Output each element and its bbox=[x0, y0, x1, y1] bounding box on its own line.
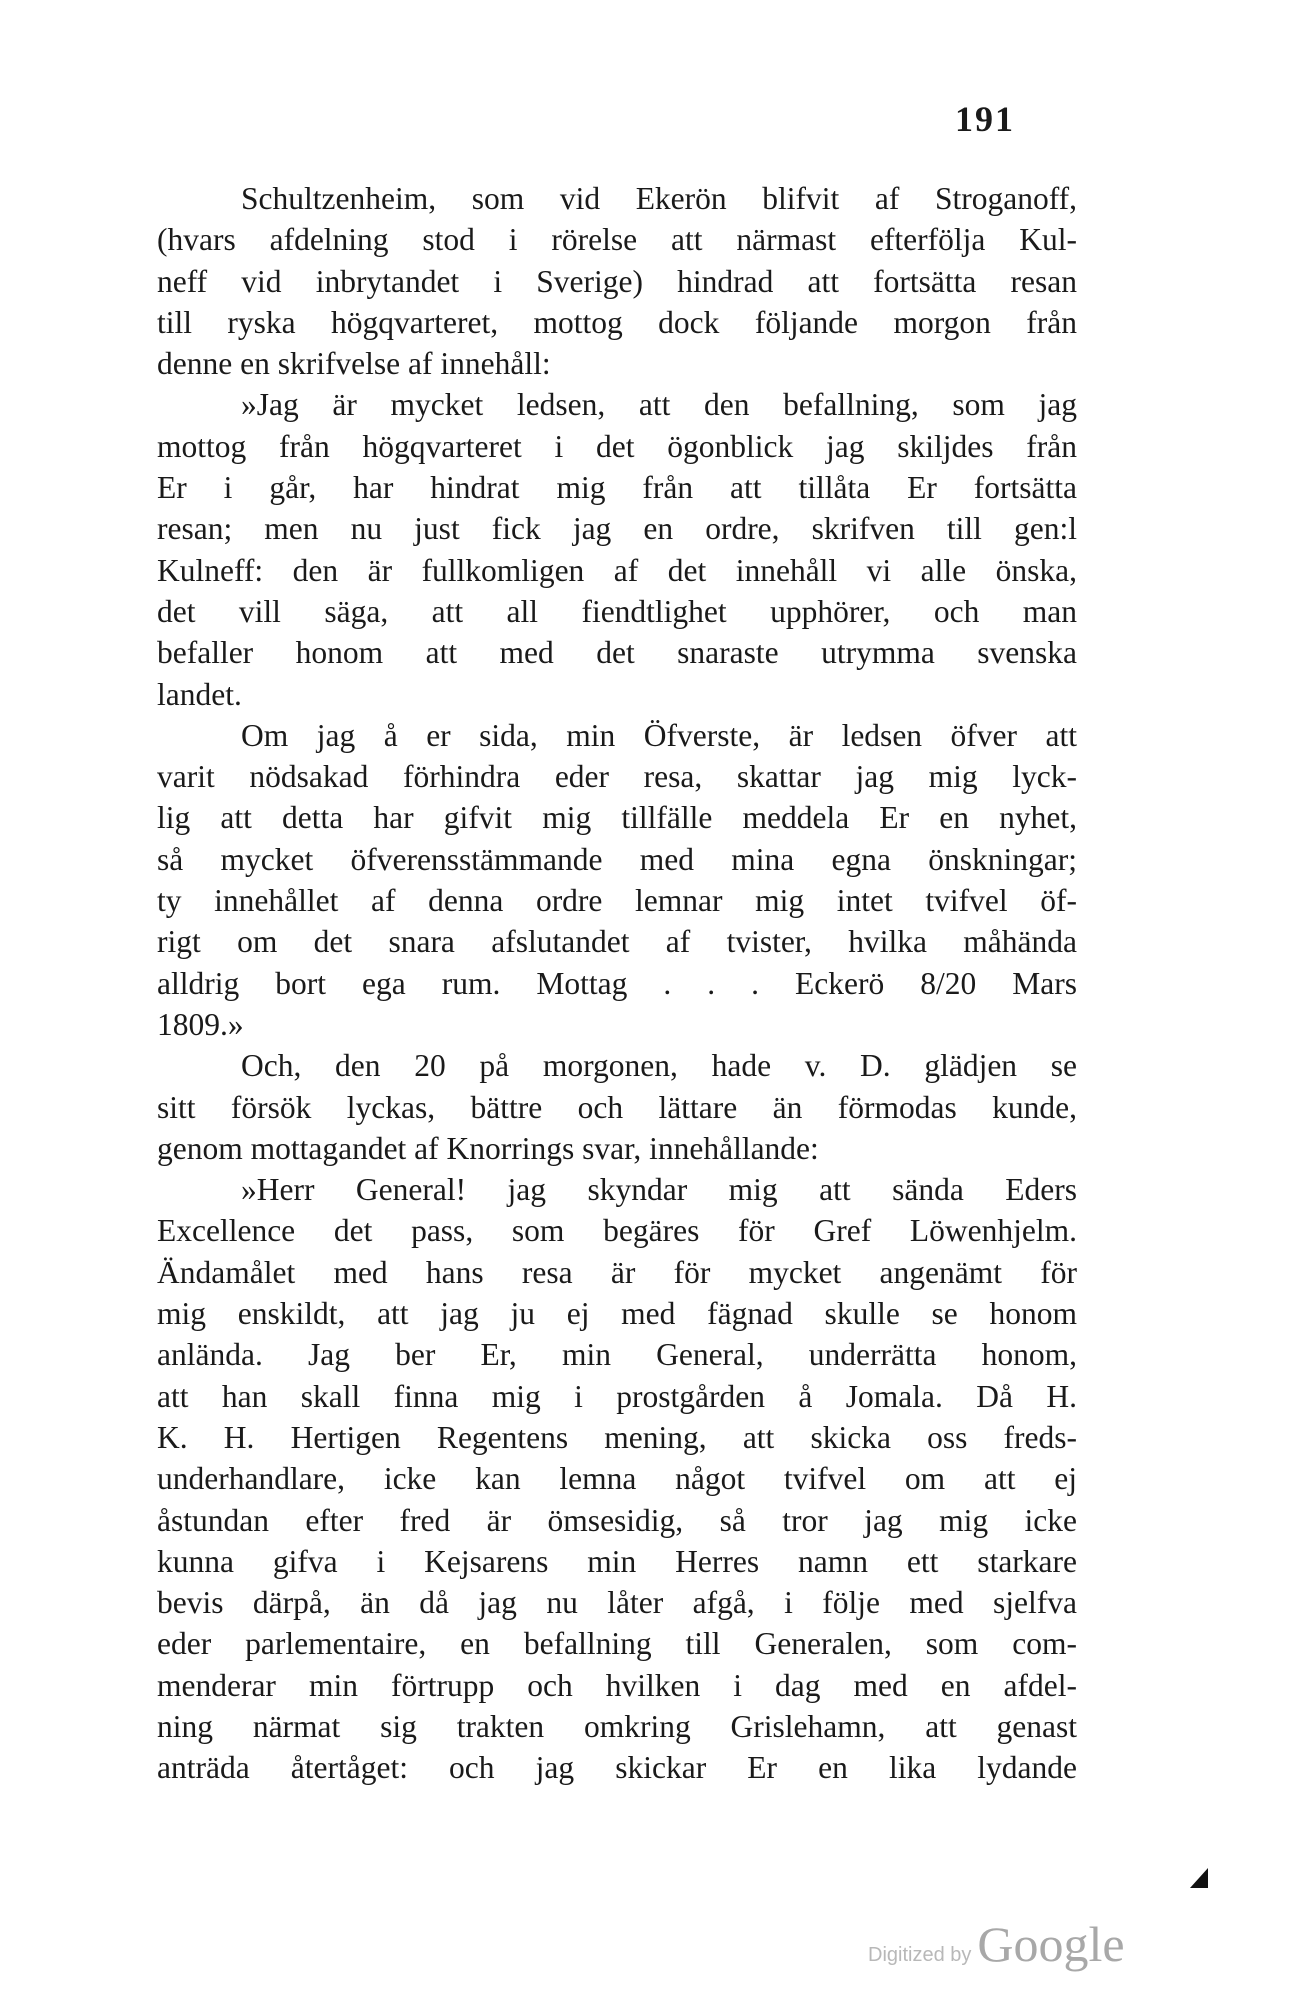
text-line: det vill säga, att all fiendtlighet upphörer, och man bbox=[157, 593, 1077, 629]
text-line: (hvars afdelning stod i rörelse att närmast efterfölja Kul- bbox=[157, 222, 1077, 258]
text-line: Schultzenheim, som vid Ekerön blifvit af Stroganoff, bbox=[241, 181, 1077, 216]
text-line: mottog från högqvarteret i det ögonblick jag skiljdes från bbox=[157, 428, 1077, 464]
text-line: Excellence det pass, som begäres för Gref Löwenhjelm. bbox=[157, 1213, 1077, 1249]
text-line: neff vid inbrytandet i Sverige) hindrad att fortsätta resan bbox=[157, 263, 1077, 299]
text-line: resan; men nu just fick jag en ordre, skrifven till gen:l bbox=[157, 511, 1077, 547]
google-watermark bbox=[868, 1915, 1125, 1973]
text-line: befaller honom att med det snaraste utrymma svenska bbox=[157, 635, 1077, 671]
page-corner-mark bbox=[1190, 1868, 1208, 1888]
body-text bbox=[157, 178, 1077, 1789]
text-line: menderar min förtrupp och hvilken i dag med en afdel- bbox=[157, 1667, 1077, 1703]
text-line: ning närmat sig trakten omkring Grislehamn, att genast bbox=[157, 1708, 1077, 1744]
text-line: alldrig bort ega rum. Mottag . . . Eckerö 8/20 Mars bbox=[157, 965, 1077, 1001]
text-line: Ändamålet med hans resa är för mycket angenämt för bbox=[157, 1254, 1077, 1290]
page-number: 191 bbox=[955, 99, 1015, 139]
text-line: denne en skrifvelse af innehåll: bbox=[157, 346, 551, 382]
text-line: till ryska högqvarteret, mottog dock följande morgon från bbox=[157, 304, 1077, 340]
text-line: underhandlare, icke kan lemna något tvifvel om att ej bbox=[157, 1461, 1077, 1497]
text-line: 1809.» bbox=[157, 1006, 244, 1042]
text-line: åstundan efter fred är ömsesidig, så tror jag mig icke bbox=[157, 1502, 1077, 1538]
text-line: landet. bbox=[157, 676, 242, 712]
text-line: så mycket öfverensstämmande med mina egna önskningar; bbox=[157, 841, 1077, 877]
text-line: »Jag är mycket ledsen, att den befallning, som jag bbox=[241, 387, 1077, 423]
text-line: ty innehållet af denna ordre lemnar mig intet tvifvel öf- bbox=[157, 883, 1077, 919]
text-line: K. H. Hertigen Regentens mening, att skicka oss freds- bbox=[157, 1419, 1077, 1455]
text-line: rigt om det snara afslutandet af tvister, hvilka måhända bbox=[157, 924, 1077, 960]
text-line: lig att detta har gifvit mig tillfälle meddela Er en nyhet, bbox=[157, 800, 1077, 836]
text-line: anlända. Jag ber Er, min General, underrätta honom, bbox=[157, 1337, 1077, 1373]
text-line: bevis därpå, än då jag nu låter afgå, i följe med sjelfva bbox=[157, 1585, 1077, 1621]
text-line: varit nödsakad förhindra eder resa, skattar jag mig lyck- bbox=[157, 759, 1077, 795]
text-line: anträda återtåget: och jag skickar Er en lika lydande bbox=[157, 1750, 1077, 1786]
text-line: sitt försök lyckas, bättre och lättare än förmodas kunde, bbox=[157, 1089, 1077, 1125]
google-logo: Google bbox=[977, 1916, 1125, 1972]
text-line: eder parlementaire, en befallning till Generalen, som com- bbox=[157, 1626, 1077, 1662]
text-line: »Herr General! jag skyndar mig att sända Eders bbox=[241, 1172, 1077, 1208]
text-line: Kulneff: den är fullkomligen af det innehåll vi alle önska, bbox=[157, 552, 1077, 588]
text-line: Och, den 20 på morgonen, hade v. D. glädjen se bbox=[241, 1048, 1077, 1084]
digitized-by-label: Digitized by bbox=[868, 1944, 972, 1966]
text-line: genom mottagandet af Knorrings svar, innehållande: bbox=[157, 1130, 819, 1166]
text-line: kunna gifva i Kejsarens min Herres namn ett starkare bbox=[157, 1543, 1077, 1579]
text-line: Om jag å er sida, min Öfverste, är ledsen öfver att bbox=[241, 717, 1077, 753]
text-line: att han skall finna mig i prostgården å Jomala. Då H. bbox=[157, 1378, 1077, 1414]
text-line: Er i går, har hindrat mig från att tillåta Er fortsätta bbox=[157, 470, 1077, 506]
text-line: mig enskildt, att jag ju ej med fägnad skulle se honom bbox=[157, 1296, 1077, 1332]
